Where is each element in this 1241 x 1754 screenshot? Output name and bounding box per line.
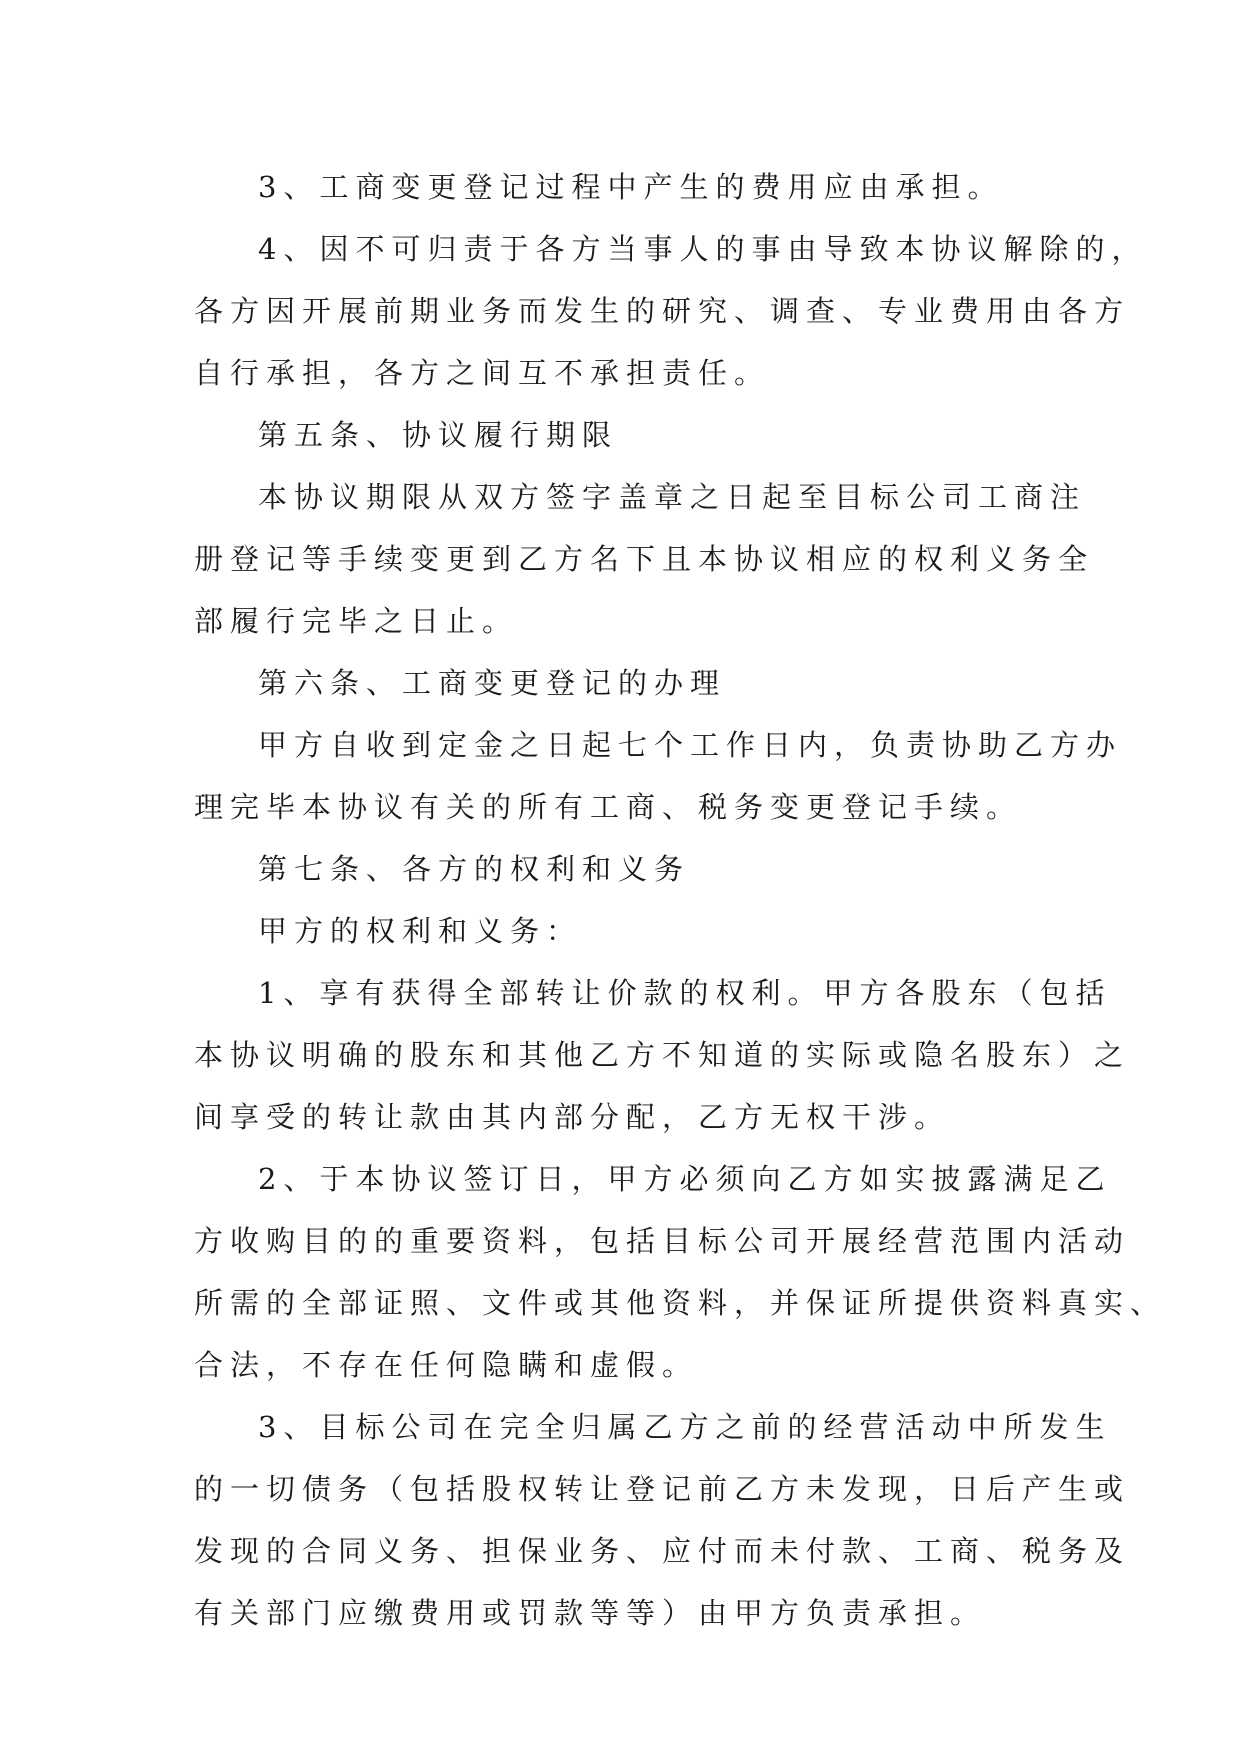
subsection-heading: 甲方的权利和义务： [258,914,583,948]
text-line: 册登记等手续变更到乙方名下且本协议相应的权利义务全 [194,542,1095,576]
text-line: 间享受的转让款由其内部分配，乙方无权干涉。 [194,1100,951,1134]
article-7-heading [194,838,1070,900]
section-heading: 第五条、协议履行期限 [258,418,619,452]
text-line: 理完毕本协议有关的所有工商、税务变更登记手续。 [194,790,1023,824]
text-line: 3、工商变更登记过程中产生的费用应由承担。 [258,170,1004,204]
text-line: 本协议期限从双方签字盖章之日起至目标公司工商注 [258,480,1087,514]
party-a-heading [194,900,1070,962]
text-line: 的一切债务（包括股权转让登记前乙方未发现，日后产生或 [194,1472,1131,1506]
text-line: 1、享有获得全部转让价款的权利。甲方各股东（包括 [258,976,1112,1010]
text-line: 甲方自收到定金之日起七个工作日内，负责协助乙方办 [258,728,1123,762]
text-line: 自行承担，各方之间互不承担责任。 [194,356,771,390]
paragraph-party-a-item-3 [194,1396,1131,1644]
text-line: 本协议明确的股东和其他乙方不知道的实际或隐名股东）之 [194,1038,1131,1072]
article-6-heading [194,652,1070,714]
paragraph-item-3-fee [194,156,1070,218]
text-line: 2、于本协议签订日，甲方必须向乙方如实披露满足乙 [258,1162,1112,1196]
section-heading: 第七条、各方的权利和义务 [258,852,691,886]
text-line: 各方因开展前期业务而发生的研究、调查、专业费用由各方 [194,294,1131,328]
text-line: 4、因不可归责于各方当事人的事由导致本协议解除的， [258,232,1148,266]
text-line: 所需的全部证照、文件或其他资料，并保证所提供资料真实、 [194,1286,1167,1320]
article-5-heading [194,404,1070,466]
document-body [194,156,1167,1644]
paragraph-party-a-item-1 [194,962,1131,1148]
text-line: 有关部门应缴费用或罚款等等）由甲方负责承担。 [194,1596,987,1630]
section-heading: 第六条、工商变更登记的办理 [258,666,727,700]
text-line: 合法，不存在任何隐瞒和虚假。 [194,1348,699,1382]
paragraph-party-a-item-2 [194,1148,1167,1396]
text-line: 发现的合同义务、担保业务、应付而未付款、工商、税务及 [194,1534,1131,1568]
text-line: 部履行完毕之日止。 [194,604,519,638]
text-line: 3、目标公司在完全归属乙方之前的经营活动中所发生 [258,1410,1112,1444]
paragraph-item-4-termination [194,218,1148,404]
paragraph-article-6-body [194,714,1123,838]
text-line: 方收购目的的重要资料，包括目标公司开展经营范围内活动 [194,1224,1131,1258]
paragraph-article-5-body [194,466,1095,652]
